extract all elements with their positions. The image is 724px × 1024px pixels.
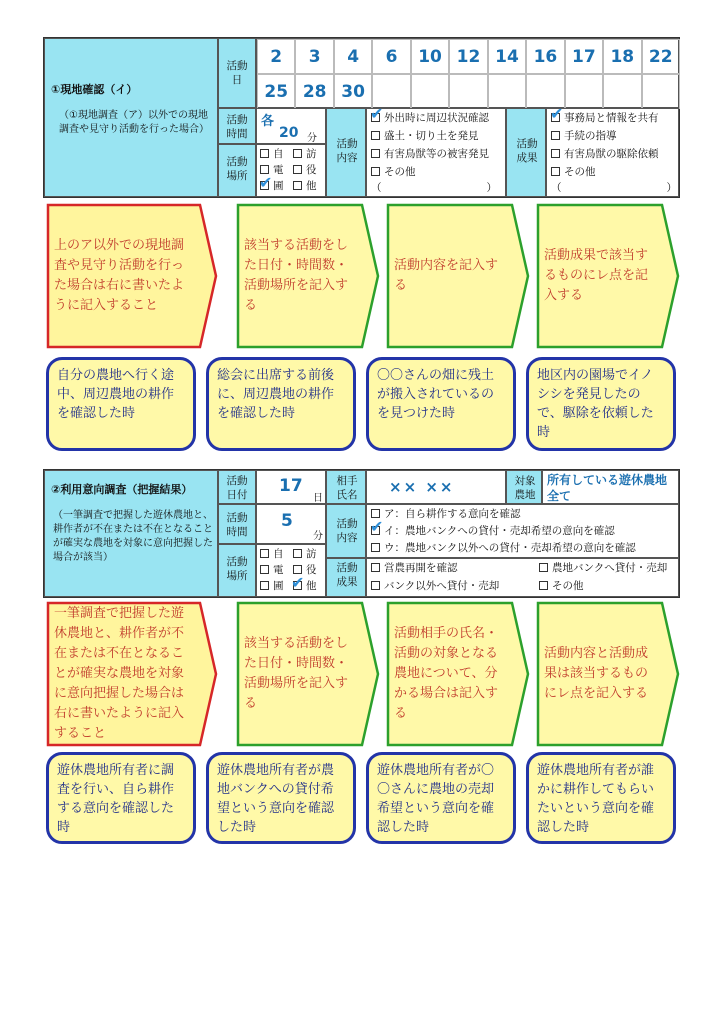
section1-title: ①現地確認（イ） [51,83,138,96]
section1-result-label-cell [506,108,546,197]
result-check-icon: ✔ [550,104,564,123]
section2-content-label: 活動内容 [336,518,358,544]
section1-description: （①現地調査（ア）以外での現地調査や見守り活動を行った場合） [59,110,209,135]
section1-day-label-cell [218,38,256,108]
instruction-text: 該当する活動をした日付・時間数・活動場所を記入する [244,636,349,711]
day-grid [256,38,679,108]
s2-result-item-2[interactable]: 農地バンクへ貸付・売却 [539,559,667,577]
day-number: 10 [418,47,442,67]
s2-result-item-1[interactable]: 営農再開を確認 [371,559,458,577]
result-item-1[interactable]: 事務局と情報を共有 [551,109,659,127]
s2-place-field[interactable]: 圃 [260,577,284,595]
example-bubble: 〇〇さんの畑に残土が搬入されているのを見つけた時 [366,357,516,451]
partner-label: 相手氏名 [336,475,358,501]
day-cell[interactable] [488,74,526,109]
day-number: 22 [648,47,673,67]
day-cell[interactable] [295,74,333,109]
day-cell[interactable] [372,39,410,74]
section2-target-cell [542,470,679,504]
section2-result-cell [366,558,679,597]
s2-result-item-4[interactable]: その他 [539,577,584,595]
section1-header-cell [44,38,218,197]
instruction-text: 活動内容と活動成果は該当するものにレ点を記入する [544,646,649,701]
example-bubble: 自分の農地へ行く途中、周辺農地の耕作を確認した時 [46,357,196,451]
day-number: 14 [495,47,519,67]
section2-result-label-cell [326,558,366,597]
section2-partner-cell [366,470,506,504]
section2-time-value[interactable]: 5 [281,511,293,531]
day-cell[interactable] [565,74,603,109]
result-item-3[interactable]: 有害鳥獣の駆除依頼 [551,145,659,163]
instruction-arrow [386,601,530,747]
place-field-check-icon: ✔ [259,173,273,192]
instruction-arrow [386,203,530,349]
instruction-arrow [236,601,380,747]
day-cell[interactable] [334,74,372,109]
section2-date-cell [256,470,326,504]
section2-time-cell [256,504,326,544]
section2-title: ②利用意向調査（把握結果） [51,483,193,496]
day-number: 17 [572,47,596,67]
s2-place-other[interactable]: 他 [293,577,317,595]
section2-result-label: 活動成果 [336,562,358,588]
day-cell[interactable] [642,39,680,74]
day-number: 18 [610,47,635,67]
result-item-4[interactable]: その他 [551,163,596,181]
instruction-arrow [46,601,218,747]
day-cell[interactable] [488,39,526,74]
s2-content-item-3[interactable]: ウ：農地バンク以外への貸付・売却希望の意向を確認 [371,539,636,557]
day-cell[interactable] [449,39,487,74]
time-value[interactable]: 20 [279,125,299,141]
section1-content-cell [366,104,506,197]
instruction-arrow [236,203,380,349]
content-item-1[interactable]: 外出時に周辺状況確認 [371,109,489,127]
activity-place-label: 活動場所 [226,156,248,182]
day-cell[interactable] [257,74,295,109]
date-value[interactable]: 17 [279,476,303,496]
section1-time-cell [256,108,326,144]
time-each: 各 [261,114,275,129]
form-section-2 [43,469,680,598]
day-number: 25 [264,82,289,102]
section1-place-label-cell [218,144,256,197]
example-bubble: 遊休農地所有者が誰かに耕作してもらいたいという意向を確認した時 [526,752,676,844]
place-office[interactable]: 役 [293,161,317,179]
place-phone[interactable]: 電 [260,161,284,179]
instruction-arrow [536,601,680,747]
section2-content-label-cell [326,504,366,558]
instruction-text: 活動相手の氏名・活動の対象となる農地について、分かる場合は記入する [394,626,499,721]
activity-date-label: 活動日付 [226,475,248,501]
day-cell[interactable] [526,39,564,74]
place-visit[interactable]: 訪 [293,145,317,163]
instruction-text: 該当する活動をした日付・時間数・活動場所を記入する [244,238,349,313]
instruction-arrow [46,203,218,349]
result-other-input[interactable]: （ ） [551,182,677,194]
section2-time-unit: 分 [313,531,323,542]
partner-value[interactable]: ×× ×× [389,478,455,496]
day-cell[interactable] [411,39,449,74]
day-cell[interactable] [449,74,487,109]
place-field[interactable]: 圃 [260,177,284,195]
instruction-text: 活動成果で該当するものにレ点を記入する [544,248,649,303]
section2-description: （一筆調査で把握した遊休農地と、耕作者が不在または不在となることが確実な農地を対象に意向把握した場合が該当） [53,510,213,563]
s2-place-self[interactable]: 自 [260,545,284,563]
section2-time-label: 活動時間 [226,512,248,538]
instruction-text: 活動内容を記入する [394,258,499,293]
date-unit: 日 [313,493,323,504]
place-other[interactable]: 他 [293,177,317,195]
day-number: 3 [308,47,321,67]
day-number: 6 [385,47,398,67]
content-item-2[interactable]: 盛土・切り土を発見 [371,127,479,145]
section1-content-label-cell [326,108,366,197]
section2-date-label-cell [218,470,256,504]
s2-place-phone[interactable]: 電 [260,561,284,579]
section1-place-cell [256,144,326,197]
time-unit: 分 [307,133,317,144]
day-number: 4 [347,47,360,67]
s2-content-check-icon: ✔ [370,517,384,536]
section2-place-label: 活動場所 [226,556,248,582]
activity-result-label: 活動成果 [516,138,538,164]
s2-content-item-2[interactable]: イ：農地バンクへの貸付・売却希望の意向を確認 [371,522,615,540]
day-cell[interactable] [603,74,641,109]
result-item-2[interactable]: 手続の指導 [551,127,617,145]
day-cell[interactable] [257,39,295,74]
instruction-arrow [536,203,680,349]
day-number: 30 [341,82,365,102]
content-item-4[interactable]: その他 [371,163,416,181]
activity-time-label: 活動時間 [226,114,248,140]
s2-place-office[interactable]: 役 [293,561,317,579]
activity-day-label: 活動日 [226,60,248,86]
example-bubble: 遊休農地所有者が〇〇さんに農地の売却希望という意向を確認した時 [366,752,516,844]
section2-time-label-cell [218,504,256,544]
section1-result-cell [546,104,679,197]
target-value[interactable]: 所有している遊休農地全て [547,473,668,503]
content-other-input[interactable]: （ ） [371,182,497,194]
section2-header-cell [44,470,218,597]
place-self[interactable]: 自 [260,145,284,163]
example-bubble: 遊休農地所有者が農地バンクへの貸付希望という意向を確認した時 [206,752,356,844]
day-cell[interactable] [295,39,333,74]
day-cell[interactable] [565,39,603,74]
target-label: 対象農地 [514,475,536,501]
day-number: 16 [533,47,558,67]
section2-target-label-cell [506,470,542,504]
example-bubble: 総会に出席する前後に、周辺農地の耕作を確認した時 [206,357,356,451]
content-item-3[interactable]: 有害鳥獣等の被害発見 [371,145,489,163]
example-bubble: 地区内の園場でイノシシを発見したので、駆除を依頼した時 [526,357,676,451]
section2-place-label-cell [218,544,256,597]
s2-result-item-3[interactable]: バンク以外へ貸付・売却 [371,577,499,595]
content-check-icon: ✔ [370,104,384,123]
instruction-text: 一筆調査で把握した遊休農地と、耕作者が不在または不在となることが確実な農地を対象に意向把握した場合は右に書いたように記入すること [54,606,185,741]
section1-time-label-cell [218,108,256,144]
section2-content-cell [366,504,679,558]
day-number: 28 [302,82,327,102]
activity-content-label: 活動内容 [336,138,358,164]
example-bubble: 遊休農地所有者に調査を行い、自ら耕作する意向を確認した時 [46,752,196,844]
day-number: 2 [270,47,283,67]
s2-place-check-icon: ✔ [291,573,305,592]
day-cell[interactable] [411,74,449,109]
day-cell[interactable] [603,39,641,74]
day-cell[interactable] [642,74,680,109]
s2-place-visit[interactable]: 訪 [293,545,317,563]
day-number: 12 [456,47,481,67]
section2-place-cell [256,544,326,597]
day-cell[interactable] [334,39,372,74]
section2-partner-label-cell [326,470,366,504]
form-section-1 [43,37,680,198]
s2-content-item-1[interactable]: ア：自ら耕作する意向を確認 [371,505,521,523]
instruction-text: 上のア以外での現地調査や見守り活動を行った場合は右に書いたように記入すること [54,238,185,313]
